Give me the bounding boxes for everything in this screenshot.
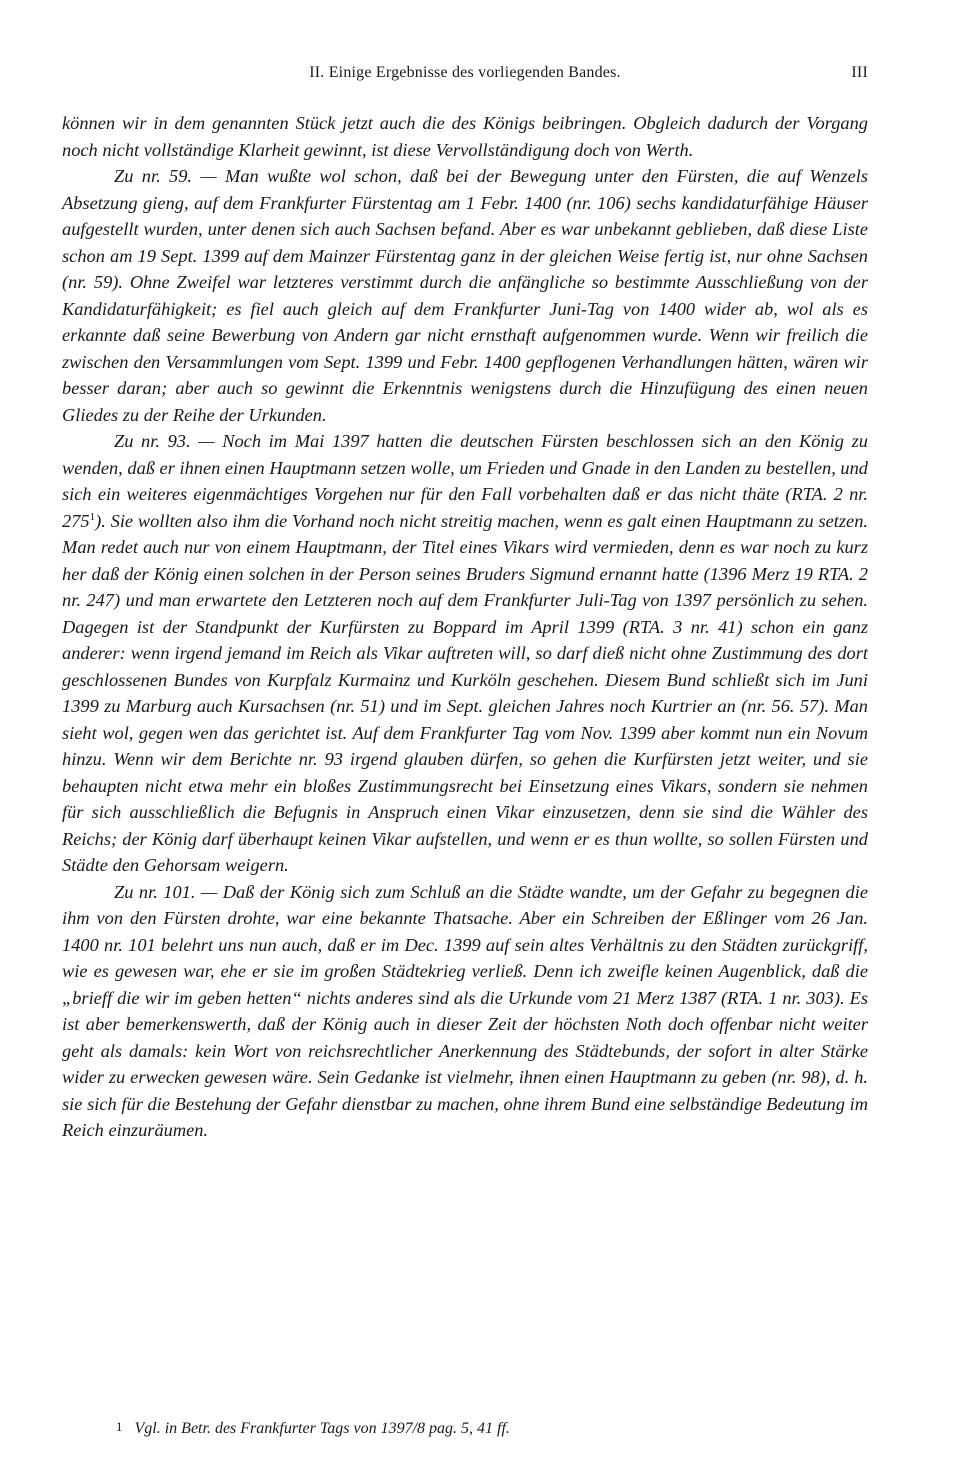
paragraph bbox=[62, 163, 868, 428]
running-head bbox=[62, 64, 868, 86]
paragraph-text: Zu nr. 59. — Man wußte wol schon, daß bei der Bewegung unter den Fürsten, die auf Wenzels Absetzung gieng, auf dem Frankfurter Fürstentag am 1 Febr. 1400 (nr. 106) sechs kandidaturfähige Häuser aufgestellt wurden, unter denen sich auch Sachsen befand. Aber es war unbekannt geblieben, daß diese Liste schon am 19 Sept. 1399 auf dem Mainzer Fürstentag ganz in der gleichen Weise fertig ist, nur ohne Sachsen (nr. 59). Ohne Zweifel war letzteres verstimmt durch die anfängliche so bestimmte Ausschließung von der Kandidaturfähigkeit; es fiel auch gleich auf dem Frankfurter Juni-Tag von 1400 wider ab, wol als es erkannte daß seine Bewerbung von Andern gar nicht ernsthaft aufgenommen wurde. Wenn wir freilich die zwischen den Versammlungen vom Sept. 1399 und Febr. 1400 gepflogenen Verhandlungen hätten, wären wir besser daran; aber auch so gewinnt die Erkenntnis wenigstens durch die Hinzufügung des einen neuen Gliedes zu der Reihe der Urkunden. bbox=[62, 166, 868, 425]
page-number: III bbox=[851, 64, 868, 81]
paragraph bbox=[62, 428, 868, 879]
footnote-reference: 1 bbox=[89, 510, 96, 523]
paragraph bbox=[62, 110, 868, 163]
running-title: II. Einige Ergebnisse des vorliegenden Bandes. bbox=[309, 64, 621, 81]
paragraph-text: können wir in dem genannten Stück jetzt auch die des Königs beibringen. Obgleich dadurch der Vorgang noch nicht vollständige Klarheit gewinnt, ist diese Vervollständigung doch von Werth. bbox=[62, 113, 868, 160]
paragraph-text: Zu nr. 93. — Noch im Mai 1397 hatten die deutschen Fürsten beschlossen sich an den König zu wenden, daß er ihnen einen Hauptmann setzen wolle, um Frieden und Gnade in den Landen zu bestellen, und sich ein weiteres eigenmächtiges Vorgehen nur für den Fall vorbehalten daß er das nicht thäte (RTA. 2 nr. 275 bbox=[62, 431, 868, 531]
body-text bbox=[62, 110, 868, 1144]
footnote bbox=[116, 1418, 876, 1440]
footnote-text: Vgl. in Betr. des Frankfurter Tags von 1397/8 pag. 5, 41 ff. bbox=[134, 1420, 510, 1437]
paragraph bbox=[62, 879, 868, 1144]
footnote-mark: 1 bbox=[116, 1419, 123, 1434]
paragraph-text: ). Sie wollten also ihm die Vorhand noch nicht streitig machen, wenn es galt einen Hauptmann zu setzen. Man redet auch nur von einem Hauptmann, der Titel eines Vikars wird vermieden, denn es war noch zu kurz her daß der König einen solchen in der Person seines Bruders Sigmund ernannt hatte (1396 Merz 19 RTA. 2 nr. 247) und man erwartete den Letzteren noch auf dem Frankfurter Juli-Tag von 1397 persönlich zu sehen. Dagegen ist der Standpunkt der Kurfürsten zu Boppard im April 1399 (RTA. 3 nr. 41) schon ein ganz anderer: wenn irgend jemand im Reich als Vikar auftreten will, so darf dieß nicht ohne Zustimmung des dort geschlossenen Bundes von Kurpfalz Kurmainz und Kurköln geschehen. Diesem Bund schließt sich im Juni 1399 zu Marburg auch Kursachsen (nr. 51) und im Sept. gleichen Jahres noch Kurtrier an (nr. 56. 57). Man sieht wol, gegen wen das gerichtet ist. Auf dem Frankfurter Tag vom Nov. 1399 aber kommt nun ein Novum hinzu. Wenn wir dem Berichte nr. 93 irgend glauben dürfen, so gehen die Kurfürsten jetzt weiter, und sie behaupten nicht etwa mehr ein bloßes Zustimmungsrecht bei Einsetzung eines Vikars, sondern sie nehmen für sich ausschließlich die Befugnis in Anspruch einen Vikar einzusetzen, denn sie sind die Wähler des Reichs; der König darf überhaupt keinen Vikar aufstellen, und wenn er es thun wollte, so sollen Fürsten und Städte den Gehorsam weigern. bbox=[62, 510, 868, 875]
paragraph-text: Zu nr. 101. — Daß der König sich zum Schluß an die Städte wandte, um der Gefahr zu begegnen die ihm von den Fürsten drohte, war eine bekannte Thatsache. Aber ein Schreiben der Eßlinger vom 26 Jan. 1400 nr. 101 belehrt uns nun auch, daß er im Dec. 1399 auf sein altes Verhältnis zu den Städten zurückgriff, wie es gewesen war, ehe er sie im großen Städtekrieg verließ. Denn ich zweifle keinen Augenblick, daß die „brieff die wir im geben hetten“ nichts anderes sind als die Urkunde vom 21 Merz 1387 (RTA. 1 nr. 303). Es ist aber bemerkenswerth, daß der König auch in dieser Zeit der höchsten Noth doch offenbar nicht weiter geht als damals: kein Wort von reichsrechtlicher Anerkennung des Städtebunds, der sofort in alter Stärke wider zu erwecken gewesen wäre. Sein Gedanke ist vielmehr, ihnen einen Hauptmann zu geben (nr. 98), d. h. sie sich für die Bestehung der Gefahr dienstbar zu machen, ohne ihrem Bund eine selbständige Bedeutung im Reich einzuräumen. bbox=[62, 881, 868, 1140]
